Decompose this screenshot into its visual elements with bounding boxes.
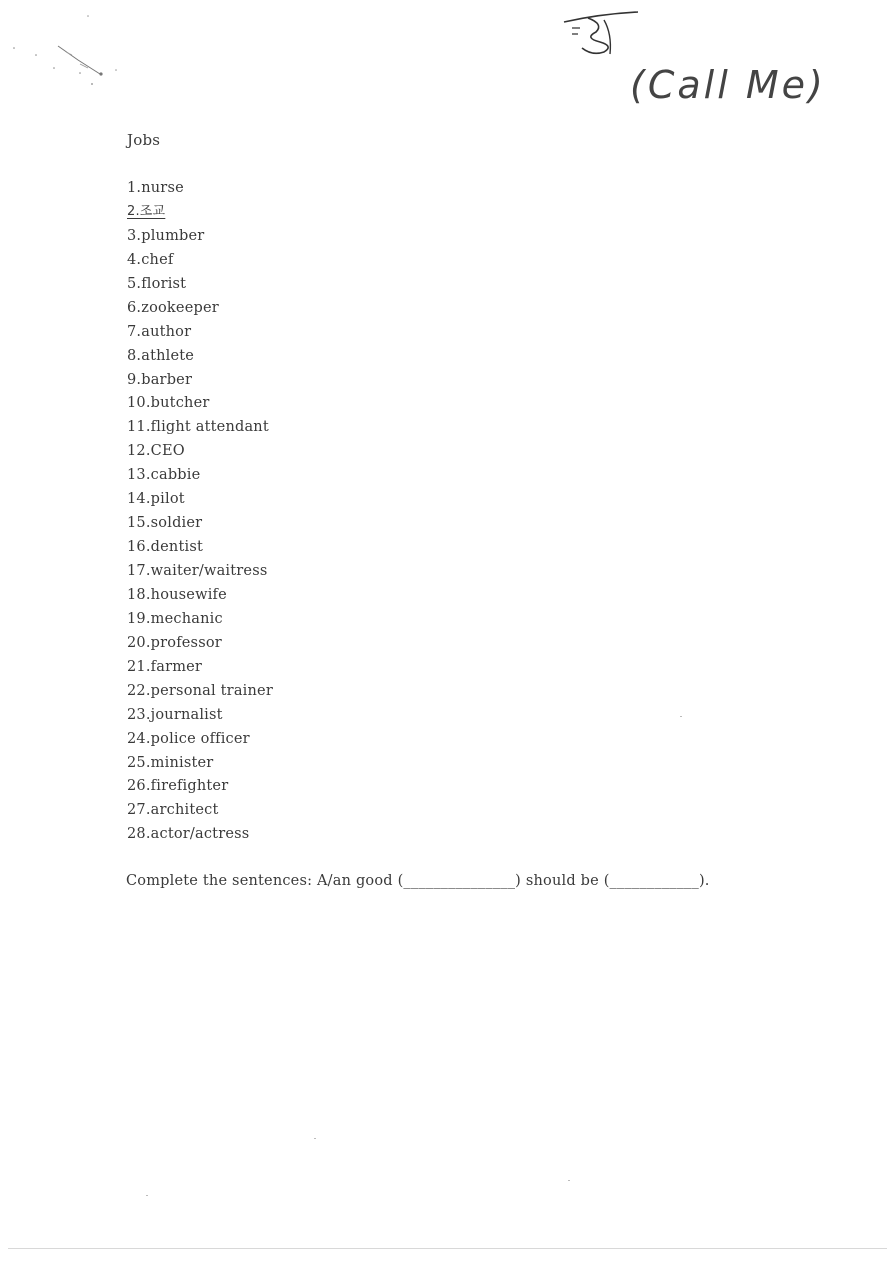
scan-speck bbox=[680, 716, 682, 717]
job-item: 25.minister bbox=[127, 754, 214, 771]
job-item: 27.architect bbox=[127, 802, 219, 819]
job-item: 2.조교 bbox=[127, 203, 166, 219]
job-item: 9.barber bbox=[127, 371, 193, 388]
job-item: 19.mechanic bbox=[127, 610, 223, 627]
job-item: 26.firefighter bbox=[127, 778, 229, 795]
job-item: 17.waiter/waitress bbox=[127, 563, 268, 579]
job-item: 18.housewife bbox=[127, 586, 227, 603]
job-item: 16.dentist bbox=[127, 539, 203, 556]
page-title: Jobs bbox=[127, 131, 161, 149]
scan-speck bbox=[568, 1180, 570, 1181]
job-item: 1.nurse bbox=[127, 180, 184, 196]
job-item: 12.CEO bbox=[127, 443, 185, 460]
scan-edge-line bbox=[8, 1248, 887, 1249]
job-item: 3.plumber bbox=[127, 227, 205, 244]
job-item: 10.butcher bbox=[127, 395, 210, 412]
job-item: 28.actor/actress bbox=[127, 826, 250, 843]
job-item: 20.professor bbox=[127, 634, 222, 651]
handwritten-note-text: (Call Me) bbox=[630, 63, 826, 107]
job-item: 21.farmer bbox=[127, 658, 203, 675]
job-item: 7.author bbox=[127, 323, 192, 340]
job-list bbox=[127, 179, 273, 849]
job-item: 13.cabbie bbox=[127, 467, 201, 484]
pencil-scribble bbox=[8, 8, 128, 98]
job-item: 24.police officer bbox=[127, 730, 250, 747]
job-item: 22.personal trainer bbox=[127, 682, 273, 699]
scan-speck bbox=[314, 1138, 316, 1139]
job-item: 23.journalist bbox=[127, 706, 223, 723]
job-item: 11.flight attendant bbox=[127, 419, 269, 436]
job-item: 14.pilot bbox=[127, 491, 185, 508]
handwritten-note bbox=[560, 4, 860, 114]
job-item: 15.soldier bbox=[127, 515, 203, 532]
instruction-sentence: Complete the sentences: A/an good (_______________) should be (____________). bbox=[126, 873, 710, 889]
scan-speck bbox=[146, 1195, 148, 1196]
job-item: 6.zookeeper bbox=[127, 299, 219, 316]
job-item: 4.chef bbox=[127, 251, 174, 268]
job-item: 8.athlete bbox=[127, 347, 195, 364]
job-item: 5.florist bbox=[127, 275, 187, 292]
